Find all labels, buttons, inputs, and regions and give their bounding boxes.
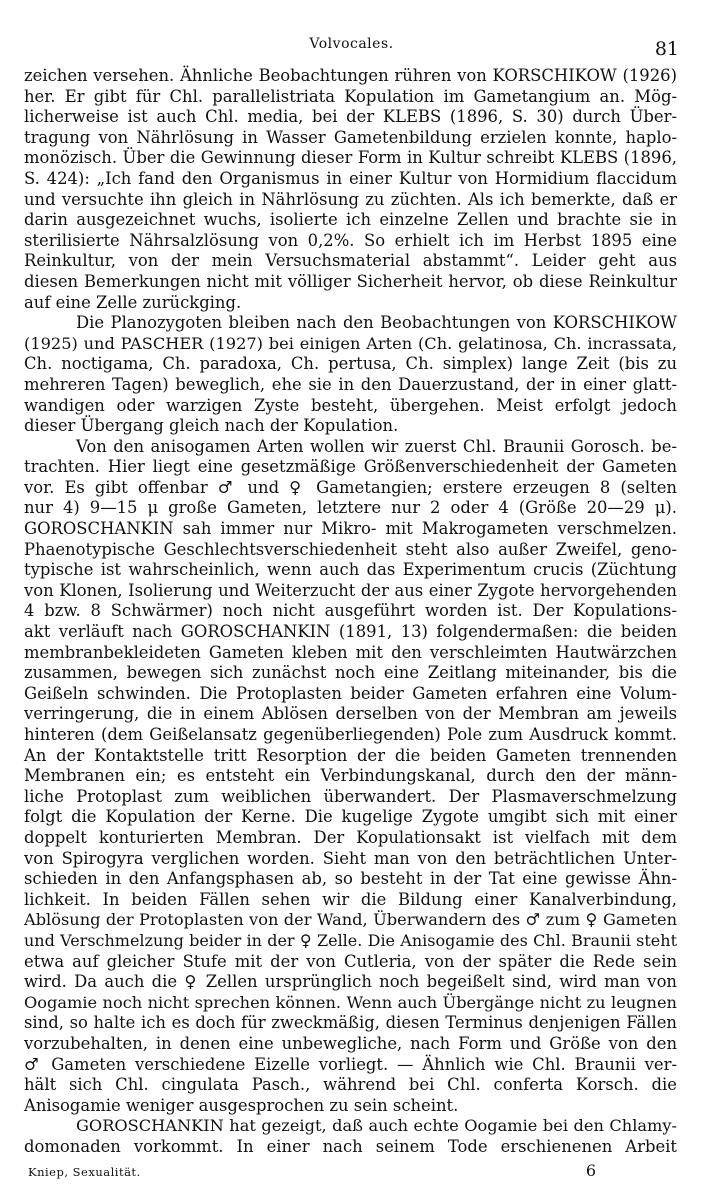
text-line: domonaden vorkommt. In einer nach seinem Tode erschienenen Arbeit bbox=[24, 1136, 677, 1156]
text-line: nur 4) 9—15 μ große Gameten, letztere nur 2 oder 4 (Größe 20—29 μ). bbox=[24, 498, 677, 518]
text-line: auf eine Zelle zurückging. bbox=[24, 292, 242, 312]
text-line: Reinkultur, von der mein Versuchsmaterial abstammt“. Leider geht aus bbox=[24, 251, 677, 271]
text-line: lichkeit. In beiden Fällen sehen wir die Bildung einer Kanalverbindung, bbox=[24, 889, 677, 909]
text-line: diesen Bemerkungen nicht mit völliger Sicherheit hervor, ob diese Reinkultur bbox=[24, 271, 677, 291]
text-line: zusammen, bewegen sich zunächst noch eine Zeitlang miteinander, bis die bbox=[24, 663, 677, 683]
text-line: sterilisierte Nährsalzlösung von 0,2%. So erhielt ich im Herbst 1895 eine bbox=[24, 230, 677, 250]
text-line: S. 424): „Ich fand den Organismus in einer Kultur von Hormidium flaccidum bbox=[24, 168, 677, 188]
text-line: ♂ Gameten verschiedene Eizelle vorliegt. — Ähnlich wie Chl. Braunii ver- bbox=[24, 1054, 677, 1074]
text-line: Geißeln schwinden. Die Protoplasten beider Gameten erfahren eine Volum- bbox=[24, 683, 677, 703]
text-line: licherweise ist auch Chl. media, bei der KLEBS (1896, S. 30) durch Über- bbox=[24, 107, 677, 127]
text-line: und Verschmelzung beider in der ♀ Zelle. Die Anisogamie des Chl. Braunii steht bbox=[24, 930, 677, 950]
text-line: Ch. noctigama, Ch. paradoxa, Ch. pertusa, Ch. simplex) lange Zeit (bis zu bbox=[24, 354, 677, 374]
page-header bbox=[0, 36, 703, 66]
text-line: folgt die Kopulation der Kerne. Die kugelige Zygote umgibt sich mit einer bbox=[24, 807, 677, 827]
body-text bbox=[24, 66, 677, 1157]
text-line: wird. Da auch die ♀ Zellen ursprünglich noch begeißelt sind, wird man von bbox=[24, 972, 677, 992]
text-line: Die Planozygoten bleiben nach den Beobachtungen von KORSCHIKOW bbox=[76, 313, 677, 333]
text-line: wandigen oder warzigen Zyste besteht, übergehen. Meist erfolgt jedoch bbox=[24, 395, 677, 415]
text-line: verringerung, die in einem Ablösen derselben von der Membran am jeweils bbox=[24, 704, 677, 724]
text-line: vorzubehalten, in denen eine unbewegliche, nach Form und Größe von den bbox=[24, 1033, 677, 1053]
text-line: trachten. Hier liegt eine gesetzmäßige Größenverschiedenheit der Gameten bbox=[24, 457, 677, 477]
text-line: und versuchte ihn gleich in Nährlösung zu züchten. Als ich bemerkte, daß er bbox=[24, 189, 677, 209]
printer-signature-title: Kniep, Sexualität. bbox=[28, 1165, 141, 1179]
text-line: (1925) und PASCHER (1927) bei einigen Arten (Ch. gelatinosa, Ch. incrassata, bbox=[24, 333, 677, 353]
text-line: zeichen versehen. Ähnliche Beobachtungen rühren von KORSCHIKOW (1926) bbox=[24, 66, 677, 85]
text-line: schieden in den Anfangsphasen ab, so besteht in der Tat eine gewisse Ähn- bbox=[24, 869, 677, 889]
page-footer bbox=[28, 1161, 648, 1185]
text-line: sind, so halte ich es doch für zweckmäßig, diesen Terminus denjenigen Fällen bbox=[24, 1013, 677, 1033]
text-line: hinteren (dem Geißelansatz gegenüberliegenden) Pole zum Ausdruck kommt. bbox=[24, 725, 677, 744]
text-line: von Spirogyra verglichen worden. Sieht man von den beträchtlichen Unter- bbox=[24, 848, 677, 868]
running-head: Volvocales. bbox=[309, 36, 394, 52]
text-line: Oogamie noch nicht sprechen können. Wenn auch Übergänge nicht zu leugnen bbox=[24, 992, 677, 1012]
text-line: her. Er gibt für Chl. parallelistriata Kopulation im Gametangium an. Mög- bbox=[24, 86, 677, 106]
text-line: hält sich Chl. cingulata Pasch., während bei Chl. conferta Korsch. die bbox=[24, 1075, 677, 1095]
text-line: mehreren Tagen) beweglich, ehe sie in den Dauerzustand, der in einer glatt- bbox=[24, 374, 677, 394]
text-line: tragung von Nährlösung in Wasser Gametenbildung erzielen konnte, haplo- bbox=[24, 127, 677, 147]
text-line: darin ausgezeichnet wuchs, isolierte ich einzelne Zellen und brachte sie in bbox=[24, 210, 677, 230]
text-line: liche Protoplast zum weiblichen überwandert. Der Plasmaverschmelzung bbox=[24, 786, 677, 806]
text-line: membranbekleideten Gameten kleben mit den verschleimten Hautwärzchen bbox=[24, 642, 677, 662]
text-line: Ablösung der Protoplasten von der Wand, Überwandern des ♂ zum ♀ Gameten bbox=[24, 910, 677, 930]
text-line: dieser Übergang gleich nach der Kopulation. bbox=[24, 416, 399, 436]
page-number: 81 bbox=[654, 38, 679, 60]
text-line: akt verläuft nach GOROSCHANKIN (1891, 13) folgendermaßen: die beiden bbox=[24, 622, 677, 642]
text-line: 4 bzw. 8 Schwärmer) noch nicht ausgeführt worden ist. Der Kopulations- bbox=[24, 601, 677, 621]
text-line: typische ist wahrscheinlich, wenn auch das Experimentum crucis (Züchtung bbox=[24, 560, 677, 580]
text-line: doppelt konturierten Membran. Der Kopulationsakt ist vielfach mit dem bbox=[24, 827, 677, 847]
text-line: etwa auf gleicher Stufe mit der von Cutleria, von der später die Rede sein bbox=[24, 951, 677, 971]
text-line: GOROSCHANKIN hat gezeigt, daß auch echte Oogamie bei den Chlamy- bbox=[76, 1116, 677, 1136]
text-line: Von den anisogamen Arten wollen wir zuerst Chl. Braunii Gorosch. be- bbox=[76, 436, 677, 456]
text-line: An der Kontaktstelle tritt Resorption der die beiden Gameten trennenden bbox=[24, 745, 677, 765]
text-line: GOROSCHANKIN sah immer nur Mikro- mit Makrogameten verschmelzen. bbox=[24, 519, 677, 539]
text-line: vor. Es gibt offenbar ♂ und ♀ Gametangien; erstere erzeugen 8 (selten bbox=[24, 477, 677, 497]
text-line: Phaenotypische Geschlechtsverschiedenheit steht also außer Zweifel, geno- bbox=[24, 539, 677, 559]
text-line: Anisogamie weniger ausgesprochen zu sein scheint. bbox=[24, 1095, 459, 1115]
text-line: monözisch. Über die Gewinnung dieser Form in Kultur schreibt KLEBS (1896, bbox=[24, 148, 677, 168]
text-line: von Klonen, Isolierung und Weiterzucht der aus einer Zygote hervorgehenden bbox=[24, 580, 677, 600]
printer-signature-number: 6 bbox=[585, 1161, 596, 1180]
text-line: Membranen ein; es entsteht ein Verbindungskanal, durch den der männ- bbox=[24, 766, 677, 786]
